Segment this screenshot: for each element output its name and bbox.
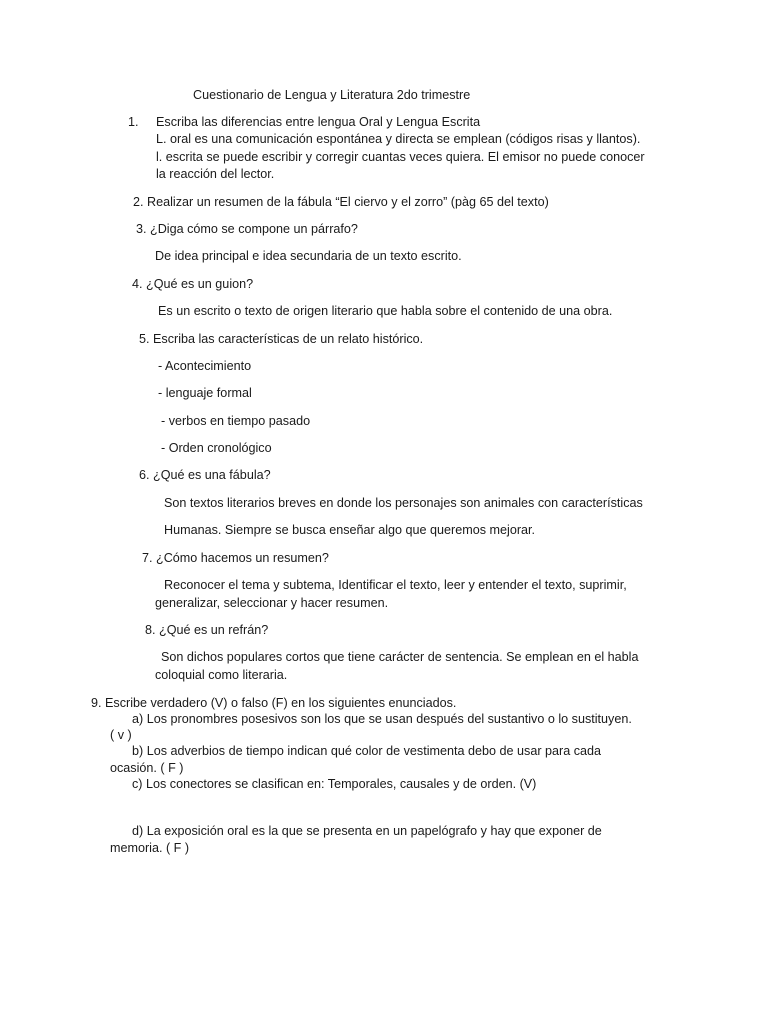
question-6-text: 6. ¿Qué es una fábula? bbox=[139, 468, 271, 482]
question-9-text: 9. Escribe verdadero (V) o falso (F) en los siguientes enunciados. bbox=[91, 696, 457, 710]
question-8-answer-line-2: coloquial como literaria. bbox=[155, 668, 288, 682]
question-7-text: 7. ¿Cómo hacemos un resumen? bbox=[142, 551, 329, 565]
question-1-number: 1. bbox=[128, 115, 139, 129]
question-1-answer-line-2: l. escrita se puede escribir y corregir cuantas veces quiera. El emisor no puede conocer bbox=[156, 150, 645, 164]
question-2-text: 2. Realizar un resumen de la fábula “El ciervo y el zorro” (pàg 65 del texto) bbox=[133, 195, 549, 209]
question-6-answer-line-1: Son textos literarios breves en donde los personajes son animales con características bbox=[164, 496, 643, 510]
question-9c-statement: c) Los conectores se clasifican en: Temporales, causales y de orden. (V) bbox=[132, 777, 537, 791]
question-1-answer-line-3: la reacción del lector. bbox=[156, 167, 275, 181]
question-7-answer-line-2: generalizar, seleccionar y hacer resumen. bbox=[155, 596, 389, 610]
question-9b-statement: b) Los adverbios de tiempo indican qué color de vestimenta debo de usar para cada bbox=[132, 744, 602, 758]
document-title: Cuestionario de Lengua y Literatura 2do trimestre bbox=[193, 88, 471, 102]
question-4-answer: Es un escrito o texto de origen literario que habla sobre el contenido de una obra. bbox=[158, 304, 613, 318]
question-9a-answer: ( v ) bbox=[110, 728, 132, 742]
question-9d-answer: memoria. ( F ) bbox=[110, 841, 190, 855]
question-7-answer-line-1: Reconocer el tema y subtema, Identificar el texto, leer y entender el texto, suprimir, bbox=[164, 578, 627, 592]
question-1-answer-line-1: L. oral es una comunicación espontánea y directa se emplean (códigos risas y llantos). bbox=[156, 132, 641, 146]
question-8-answer-line-1: Son dichos populares cortos que tiene carácter de sentencia. Se emplean en el habla bbox=[161, 650, 639, 664]
question-3-text: 3. ¿Diga cómo se compone un párrafo? bbox=[136, 222, 358, 236]
question-8-text: 8. ¿Qué es un refrán? bbox=[145, 623, 269, 637]
question-9a-statement: a) Los pronombres posesivos son los que se usan después del sustantivo o lo sustituyen. bbox=[132, 712, 632, 726]
question-4-text: 4. ¿Qué es un guion? bbox=[132, 277, 254, 291]
question-5-item-2: - lenguaje formal bbox=[158, 386, 252, 400]
question-5-text: 5. Escriba las características de un relato histórico. bbox=[139, 332, 424, 346]
question-5-item-1: - Acontecimiento bbox=[158, 359, 252, 373]
question-5-item-3: - verbos en tiempo pasado bbox=[161, 414, 311, 428]
question-5-item-4: - Orden cronológico bbox=[161, 441, 272, 455]
question-1-text: Escriba las diferencias entre lengua Oral y Lengua Escrita bbox=[156, 115, 481, 129]
question-9b-answer: ocasión. ( F ) bbox=[110, 761, 184, 775]
question-9d-statement: d) La exposición oral es la que se presenta en un papelógrafo y hay que exponer de bbox=[132, 824, 602, 838]
question-3-answer: De idea principal e idea secundaria de un texto escrito. bbox=[155, 249, 462, 263]
question-6-answer-line-2: Humanas. Siempre se busca enseñar algo que queremos mejorar. bbox=[164, 523, 536, 537]
